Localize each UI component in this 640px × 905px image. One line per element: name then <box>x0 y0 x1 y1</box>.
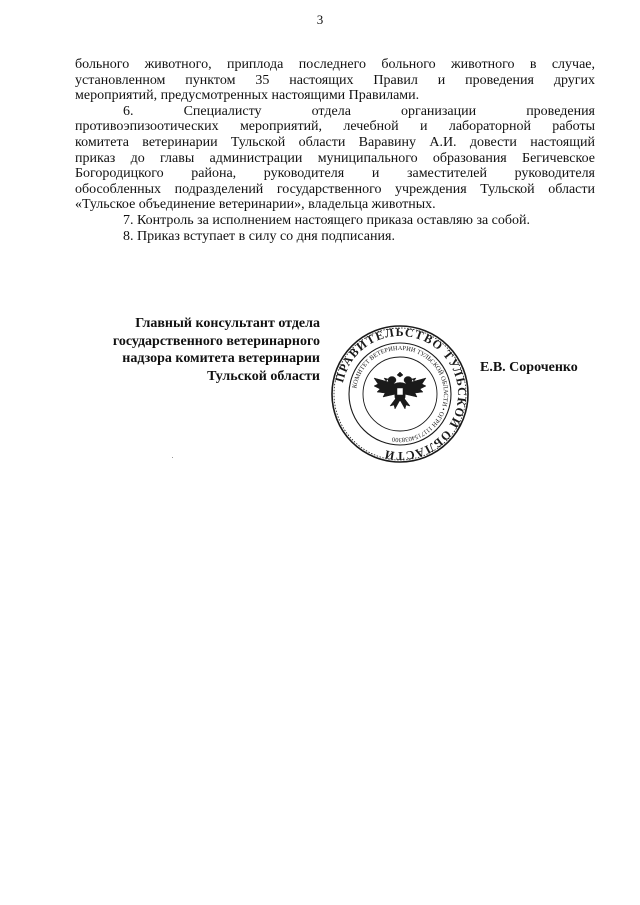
document-body <box>75 57 595 244</box>
scan-artifact <box>172 457 173 458</box>
seal-inner-text: КОМИТЕТ ВЕТЕРИНАРИИ ТУЛЬСКОЙ ОБЛАСТИ • ОГРН 1117154038300 <box>351 344 450 444</box>
item6-line-4: приказ до главы администрации муниципального образования Бегичевское <box>75 150 595 166</box>
continuation-line-1: больного животного, приплода последнего больного животного в случае, <box>75 57 595 72</box>
seal-outer-text: ПРАВИТЕЛЬСТВО ТУЛЬСКОЙ ОБЛАСТИ <box>332 324 470 464</box>
item6-line-7: «Тульское объединение ветеринарии», владельца животных. <box>75 197 436 213</box>
item6-line-5: Богородицкого района, руководителя и заместителей руководителя <box>75 166 595 182</box>
signatory-position <box>80 315 320 385</box>
double-headed-eagle-icon <box>374 372 426 409</box>
position-line-2: государственного ветеринарного <box>112 333 320 349</box>
continuation-line-2: установленном пунктом 35 настоящих Правил и проведения других <box>75 72 595 88</box>
continuation-line-3: мероприятий, предусмотренных настоящими Правилами. <box>75 88 420 104</box>
item6-line-1: 6. Специалисту отдела организации проведения <box>123 103 595 119</box>
official-seal <box>330 324 470 464</box>
page-number: 3 <box>316 12 324 27</box>
item6-line-3: комитета ветеринарии Тульской области Варавину А.И. довести настоящий <box>75 134 595 150</box>
item7: 7. Контроль за исполнением настоящего приказа оставляю за собой. <box>123 212 531 228</box>
item6-line-6: обособленных подразделений государственного учреждения Тульской области <box>75 181 595 197</box>
signatory-name: Е.В. Сороченко <box>480 360 578 375</box>
position-line-4: Тульской области <box>207 368 320 384</box>
position-line-1: Главный консультант отдела <box>135 316 320 331</box>
item8: 8. Приказ вступает в силу со дня подписания. <box>123 228 395 244</box>
position-line-3: надзора комитета ветеринарии <box>122 351 320 366</box>
item6-line-2: противоэпизоотических мероприятий, лечебной и лабораторной работы <box>75 119 595 135</box>
